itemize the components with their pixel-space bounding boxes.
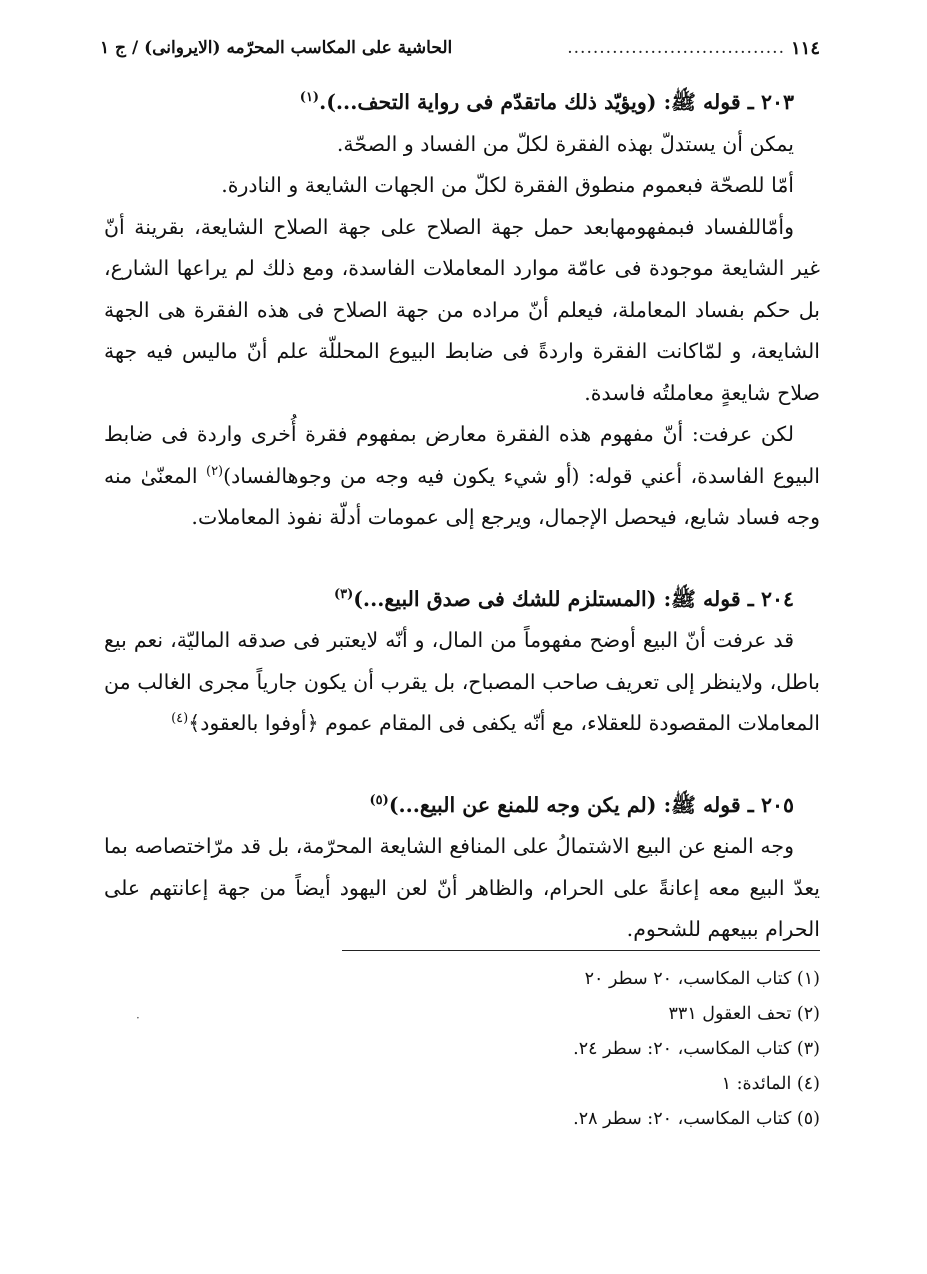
footnote-2: (٢) تحف العقول ٣٣١ — [668, 1004, 820, 1024]
footnote-4: (٤) المائدة: ١ — [721, 1074, 820, 1094]
section-204-paragraph-1-text: قد عرفت أنّ البيع أوضح مفهوماً من المال، و أنّه لايعتبر فى صدقه الماليّة، نعم بيع باطل، ولاينظر إلى تعريف صاحب المصباح، بل يقرب أن يكون جارياً مجرى الغالب من المعاملات المقصودة للعقلاء، مع أنّه يكفى فى المقام عموم ﴿أوفوا بالعقود﴾ — [104, 628, 820, 735]
section-204-heading — [104, 579, 820, 621]
footnote-5: (٥) كتاب المكاسب، ٢٠: سطر ٢٨. — [573, 1109, 820, 1129]
running-header — [100, 34, 820, 62]
scan-speck: · — [136, 1011, 140, 1025]
section-spacer — [104, 745, 820, 785]
section-203-paragraph-4-part-a: لكن عرفت: أنّ مفهوم هذه الفقرة معارض بمفهوم فقرة أُخرى واردة فى ضابط البيوع الفاسدة، أعني قوله: (أو شيء يكون فيه وجه من وجوهالفساد) — [104, 422, 820, 488]
footnote-ref-1: (١) — [299, 90, 320, 106]
main-text — [104, 82, 820, 951]
footnote-1: (١) كتاب المكاسب، ٢٠ سطر ٢٠ — [584, 969, 820, 989]
footnotes — [300, 962, 820, 1137]
section-203-paragraph-4-part-b: المعنّىٰ منه وجه فساد شايع، فيحصل الإجمال، ويرجع إلى عمومات أدلّة نفوذ المعاملات. — [104, 463, 820, 529]
section-204-heading-text: ٢٠٤ ـ قوله ﷺ: (المستلزم للشك فى صدق البيع...) — [353, 586, 794, 611]
section-205-paragraph-1: وجه المنع عن البيع الاشتمالُ على المنافع الشايعة المحرّمة، بل قد مرّاختصاصه بما يعدّ البيع معه إعانةً على الحرام، والظاهر أنّ لعن اليهود أيضاً من جهة إعانتهم على الحرام ببيعهم للشحوم. — [104, 834, 820, 941]
section-204-paragraph-1 — [104, 620, 820, 745]
section-203-paragraph-4 — [104, 414, 820, 539]
section-203-heading — [104, 82, 820, 124]
footnote-ref-5: (٥) — [369, 792, 389, 808]
footnote-ref-2: (٢) — [205, 463, 224, 479]
section-205-heading-text: ٢٠٥ ـ قوله ﷺ: (لم يكن وجه للمنع عن البيع...) — [388, 792, 794, 817]
footnote-ref-4: (٤) — [171, 711, 189, 727]
footnote-3: (٣) كتاب المكاسب، ٢٠: سطر ٢٤. — [573, 1039, 820, 1059]
section-203-paragraph-2: أمّا للصحّة فبعموم منطوق الفقرة لكلّ من الجهات الشايعة و النادرة. — [221, 173, 794, 197]
section-spacer — [104, 539, 820, 579]
footnote-separator — [342, 950, 820, 951]
section-205-heading — [104, 785, 820, 827]
section-203-paragraph-1: يمكن أن يستدلّ بهذه الفقرة لكلّ من الفساد و الصحّة. — [336, 131, 794, 156]
page-number: ١١٤ — [790, 37, 820, 59]
running-title: الحاشية على المكاسب المحرّمه (الايروانى) / ج ١ — [100, 38, 453, 58]
section-203-heading-text: ٢٠٣ ـ قوله ﷺ: (ويؤيّد ذلك ماتقدّم فى رواية التحف...). — [319, 90, 794, 114]
footnote-ref-3: (٣) — [333, 586, 354, 602]
section-203-paragraph-3: وأمّاللفساد فبمفهومهابعد حمل جهة الصلاح على جهة الصلاح الشايعة، بقرينة أنّ غير الشايعة موجودة فى عامّة موارد المعاملات الفاسدة، ومع ذلك لم يراعها الشارع، بل حكم بفساد المعاملة، فيعلم أنّ مراده من جهة الصلاح فى هذه الفقرة هى الجهة الشايعة، و لمّاكانت الفقرة واردةً فى ضابط البيوع المحللّة علم أنّ ماليس فيه جهة صلاح شايعةٍ معاملتُه فاسدة. — [104, 214, 820, 405]
header-leader-dots: .................................. — [567, 38, 785, 58]
